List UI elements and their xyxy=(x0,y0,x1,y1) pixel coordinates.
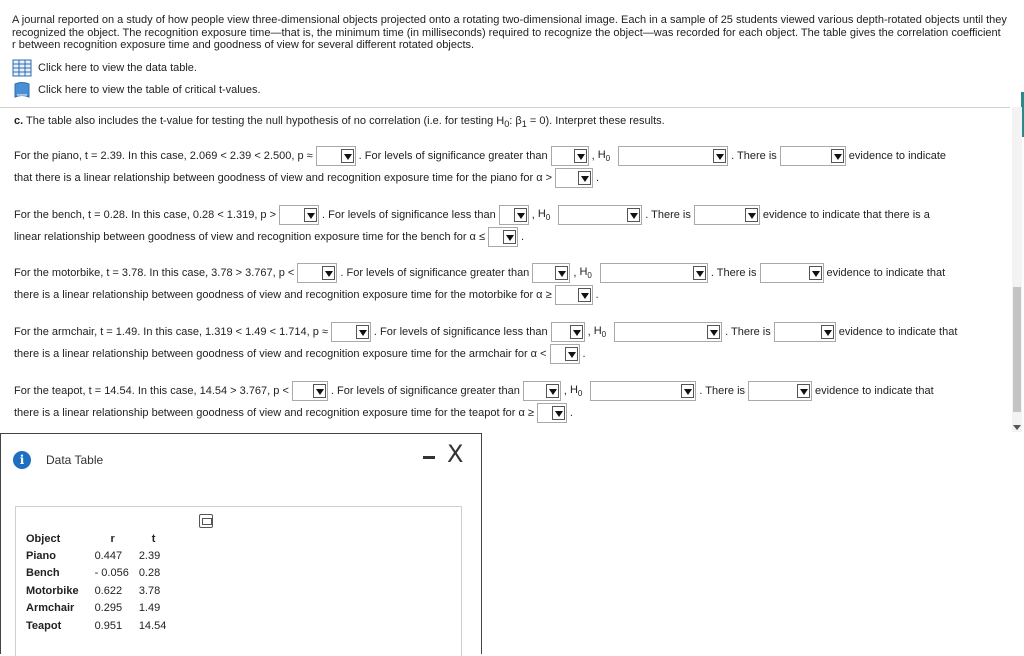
table-cell-t: 1.49 xyxy=(138,602,161,615)
teapot-line-2 xyxy=(14,402,573,424)
info-icon: i xyxy=(13,451,31,469)
chevron-down-icon xyxy=(322,266,335,280)
question-area xyxy=(0,107,1012,432)
table-cell-r: - 0.056 xyxy=(94,567,129,580)
piano-text-d: . There is xyxy=(731,150,777,162)
bench-text-c: , xyxy=(531,209,538,221)
piano-text-c: , xyxy=(591,150,598,162)
motorbike-p-dropdown[interactable] xyxy=(297,263,337,283)
motorbike-text-g: . xyxy=(595,289,599,301)
chevron-down-icon xyxy=(341,149,354,163)
teapot-text-g: . xyxy=(569,407,573,419)
armchair-text-b: . For levels of significance less than xyxy=(373,326,548,338)
part-c-beta-sub: 1 xyxy=(521,119,527,130)
chevron-down-icon xyxy=(707,325,720,339)
chevron-down-icon xyxy=(578,288,591,302)
chevron-down-icon xyxy=(745,208,758,222)
chevron-down-icon xyxy=(313,384,326,398)
scroll-down-icon[interactable] xyxy=(1013,425,1021,430)
bench-evidence-dropdown[interactable] xyxy=(694,205,760,225)
piano-text-f: that there is a linear relationship between goodness of view and recognition exposure time for the piano for α > xyxy=(14,172,553,184)
header-r: r xyxy=(110,533,115,545)
piano-h0-sub: 0 xyxy=(605,154,611,164)
motorbike-text-e: evidence to indicate that xyxy=(826,267,946,279)
armchair-text-f: there is a linear relationship between goodness of view and recognition exposure time for the armchair for α < xyxy=(14,348,547,360)
armchair-h0 xyxy=(594,325,606,339)
motorbike-h0 xyxy=(579,266,591,280)
part-c-text-b: : β xyxy=(509,115,522,127)
teapot-line-1 xyxy=(14,380,934,402)
chevron-down-icon xyxy=(570,325,583,339)
motorbike-h0-dropdown[interactable] xyxy=(600,263,708,283)
chevron-down-icon xyxy=(693,266,706,280)
table-cell-t: 0.28 xyxy=(138,567,161,580)
bench-p-dropdown[interactable] xyxy=(279,205,319,225)
teapot-text-a: For the teapot, t = 14.54. In this case, 14.54 > 3.767, p < xyxy=(14,385,289,397)
chevron-down-icon xyxy=(304,208,317,222)
motorbike-text-d: . There is xyxy=(710,267,757,279)
motorbike-line-2 xyxy=(14,284,599,306)
table-cell-t: 3.78 xyxy=(138,584,161,597)
table-row xyxy=(24,565,174,583)
close-button[interactable]: X xyxy=(447,440,464,468)
motorbike-evidence-dropdown[interactable] xyxy=(760,263,824,283)
bench-final-alpha-dropdown[interactable] xyxy=(488,227,518,247)
armchair-h0-h: H xyxy=(593,324,602,337)
chevron-down-icon xyxy=(503,230,516,244)
armchair-text-c: , xyxy=(587,326,594,338)
armchair-text-e: evidence to indicate that xyxy=(838,326,958,338)
piano-text-b: . For levels of significance greater than xyxy=(358,150,548,162)
chevron-down-icon xyxy=(514,208,527,222)
bench-h0-sub: 0 xyxy=(545,213,551,223)
bench-text-e: evidence to indicate that there is a xyxy=(762,209,930,221)
bench-text-d: . There is xyxy=(645,209,691,221)
data-table xyxy=(24,531,174,635)
armchair-h0-sub: 0 xyxy=(601,330,607,340)
problem-intro: A journal reported on a study of how people view three-dimensional objects projected onto a rotating two-dimensional image. Each in a sample of 25 students viewed various depth-rotated objects until they recognized the object. The recognition exposure time—that is, the minimum time (in milliseconds) required to recognize the object—was recorded for each object. The table gives the correlation coefficient r between recognition exposure time and goodness of view for several different rotated objects. xyxy=(12,14,1007,51)
piano-final-alpha-dropdown[interactable] xyxy=(555,168,593,188)
armchair-p-dropdown[interactable] xyxy=(331,322,371,342)
table-cell-object: Teapot xyxy=(26,619,62,632)
part-c-label: c. xyxy=(14,115,24,127)
table-cell-r: 0.295 xyxy=(94,602,123,615)
part-c-text-a: The table also includes the t-value for testing the null hypothesis of no correlation (i.e. for testing H xyxy=(26,115,505,127)
motorbike-alpha-dropdown[interactable] xyxy=(532,263,570,283)
teapot-p-dropdown[interactable] xyxy=(292,381,328,401)
critical-t-link-label[interactable]: Click here to view the table of critical t-values. xyxy=(38,84,261,96)
scrollbar-thumb[interactable] xyxy=(1013,287,1021,412)
motorbike-line-1 xyxy=(14,262,945,284)
table-cell-object: Piano xyxy=(26,549,56,562)
chevron-down-icon xyxy=(565,347,578,361)
chevron-down-icon xyxy=(555,266,568,280)
bench-text-b: . For levels of significance less than xyxy=(322,209,496,221)
bench-alpha-dropdown[interactable] xyxy=(499,205,529,225)
piano-alpha-dropdown[interactable] xyxy=(551,146,589,166)
armchair-final-alpha-dropdown[interactable] xyxy=(550,344,580,364)
teapot-h0-sub: 0 xyxy=(577,389,583,399)
table-row xyxy=(24,617,174,635)
chevron-down-icon xyxy=(797,384,810,398)
table-cell-t: 2.39 xyxy=(138,549,161,562)
teapot-text-d: . There is xyxy=(699,385,746,397)
bench-text-g: . xyxy=(521,231,525,243)
teapot-h0-dropdown[interactable] xyxy=(590,381,696,401)
table-header-row xyxy=(24,531,174,547)
table-grid-icon xyxy=(12,59,32,77)
motorbike-text-b: . For levels of significance greater than xyxy=(340,267,530,279)
armchair-alpha-dropdown[interactable] xyxy=(551,322,585,342)
armchair-line-1 xyxy=(14,321,957,343)
chevron-down-icon xyxy=(546,384,559,398)
motorbike-final-alpha-dropdown[interactable] xyxy=(555,285,593,305)
chevron-down-icon xyxy=(831,149,844,163)
chevron-down-icon xyxy=(821,325,834,339)
chevron-down-icon xyxy=(627,208,640,222)
chevron-down-icon xyxy=(681,384,694,398)
question-scrollbar[interactable] xyxy=(1012,107,1022,432)
bench-text-f: linear relationship between goodness of view and recognition exposure time for the bench for α ≤ xyxy=(14,231,486,243)
table-cell-object: Armchair xyxy=(26,602,75,615)
teapot-final-alpha-dropdown[interactable] xyxy=(537,403,567,423)
chevron-down-icon xyxy=(574,149,587,163)
teapot-text-c: , xyxy=(563,385,570,397)
motorbike-text-a: For the motorbike, t = 3.78. In this case, 3.78 > 3.767, p < xyxy=(14,267,295,279)
armchair-text-a: For the armchair, t = 1.49. In this case, 1.319 < 1.49 < 1.714, p ≈ xyxy=(14,326,328,338)
teapot-h0-h: H xyxy=(569,383,578,396)
table-cell-object: Bench xyxy=(26,567,60,580)
bench-line-1 xyxy=(14,204,930,226)
armchair-text-g: . xyxy=(582,348,586,360)
piano-text-e: evidence to indicate xyxy=(848,150,947,162)
data-table-popup xyxy=(0,433,482,654)
header-object: Object xyxy=(26,533,61,545)
teapot-alpha-dropdown[interactable] xyxy=(523,381,561,401)
chevron-down-icon xyxy=(356,325,369,339)
bench-h0-dropdown[interactable] xyxy=(558,205,642,225)
data-table-link-label[interactable]: Click here to view the data table. xyxy=(38,62,197,74)
armchair-h0-dropdown[interactable] xyxy=(614,322,722,342)
popup-title: Data Table xyxy=(46,453,104,467)
copy-icon[interactable] xyxy=(199,514,213,528)
table-cell-t: 14.54 xyxy=(138,619,167,632)
chevron-down-icon xyxy=(713,149,726,163)
teapot-evidence-dropdown[interactable] xyxy=(748,381,812,401)
header-t: t xyxy=(151,533,156,545)
minimize-button[interactable] xyxy=(423,456,435,459)
teapot-text-b: . For levels of significance greater than xyxy=(330,385,520,397)
piano-evidence-dropdown[interactable] xyxy=(780,146,846,166)
motorbike-h0-sub: 0 xyxy=(587,271,592,281)
piano-h0 xyxy=(598,149,610,163)
bench-line-2 xyxy=(14,226,524,248)
bench-h0-h: H xyxy=(537,207,546,220)
piano-line-1 xyxy=(14,145,946,167)
piano-h0-h: H xyxy=(597,148,606,161)
motorbike-text-c: , xyxy=(573,267,580,279)
critical-t-link[interactable] xyxy=(12,81,261,99)
piano-h0-dropdown[interactable] xyxy=(618,146,728,166)
teapot-text-f: there is a linear relationship between goodness of view and recognition exposure time for the teapot for α ≥ xyxy=(14,407,534,419)
chevron-down-icon xyxy=(809,266,822,280)
chevron-down-icon xyxy=(578,171,591,185)
armchair-line-2 xyxy=(14,343,586,365)
part-c-prompt xyxy=(14,115,665,129)
piano-text-a: For the piano, t = 2.39. In this case, 2.069 < 2.39 < 2.500, p ≈ xyxy=(14,150,313,162)
data-table-link[interactable] xyxy=(12,59,197,77)
piano-text-g: . xyxy=(596,172,600,184)
table-row xyxy=(24,600,174,618)
table-cell-object: Motorbike xyxy=(26,584,79,597)
motorbike-text-f: there is a linear relationship between goodness of view and recognition exposure time for the motorbike for α ≥ xyxy=(14,289,552,301)
bench-h0 xyxy=(538,208,550,222)
book-icon xyxy=(12,81,32,99)
table-cell-r: 0.622 xyxy=(94,584,123,597)
part-c-text-c: = 0). Interpret these results. xyxy=(526,115,665,127)
bench-text-a: For the bench, t = 0.28. In this case, 0.28 < 1.319, p > xyxy=(14,209,277,221)
motorbike-h0-h: H xyxy=(579,265,588,278)
piano-p-dropdown[interactable] xyxy=(316,146,356,166)
table-row xyxy=(24,582,174,600)
part-c-h0-sub: 0 xyxy=(504,119,510,130)
chevron-down-icon xyxy=(552,406,565,420)
teapot-h0 xyxy=(570,384,582,398)
teapot-text-e: evidence to indicate that xyxy=(815,385,934,397)
armchair-evidence-dropdown[interactable] xyxy=(774,322,836,342)
table-cell-r: 0.951 xyxy=(94,619,123,632)
armchair-text-d: . There is xyxy=(725,326,771,338)
table-row xyxy=(24,547,174,565)
data-table-frame xyxy=(15,506,462,656)
table-cell-r: 0.447 xyxy=(94,549,123,562)
piano-line-2 xyxy=(14,167,599,189)
